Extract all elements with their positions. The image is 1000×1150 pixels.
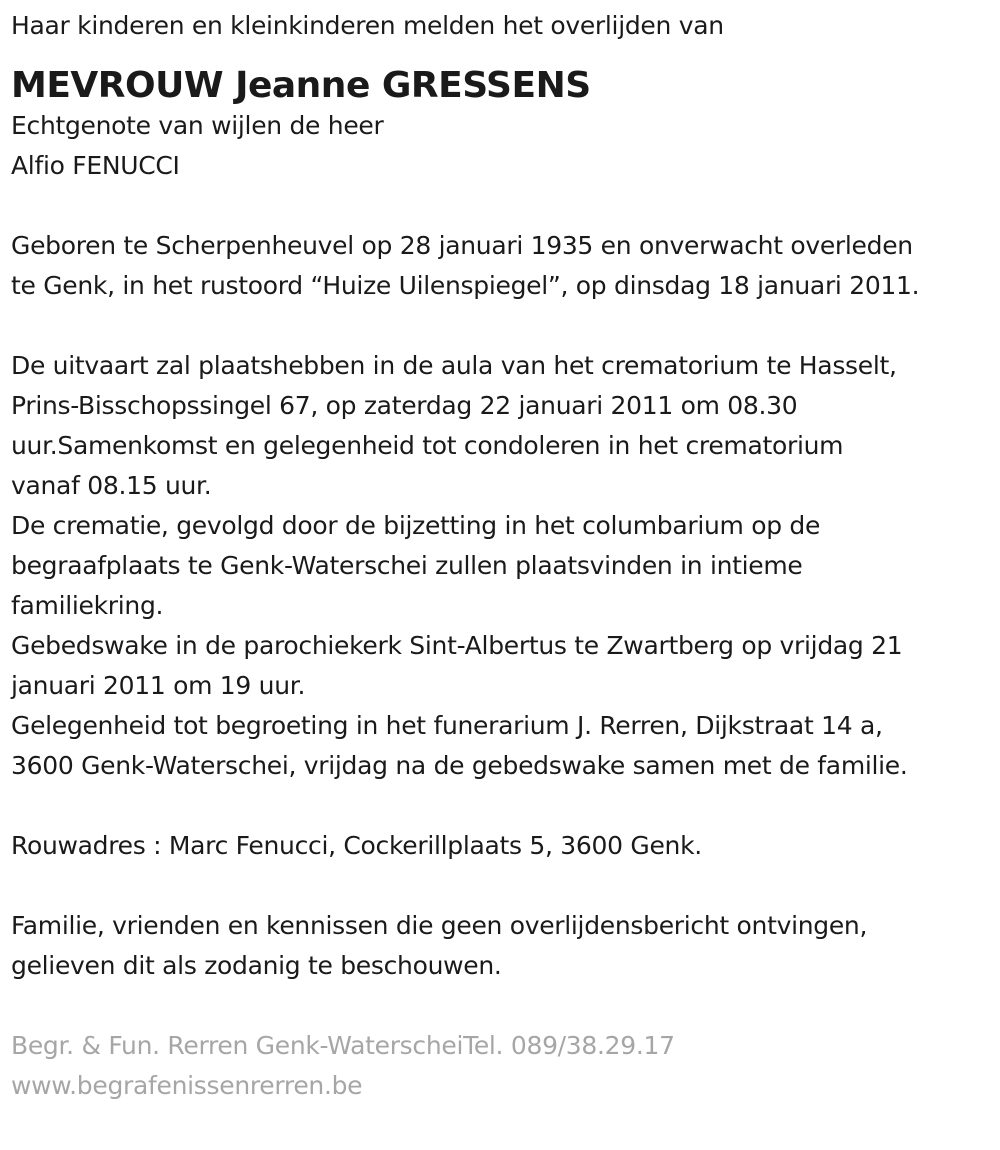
paragraph-line: Prins-Bisschopssingel 67, op zaterdag 22 januari 2011 om 08.30 [11, 391, 798, 420]
paragraph-line: gelieven dit als zodanig te beschouwen. [11, 951, 502, 980]
paragraph-line: Familie, vrienden en kennissen die geen overlijdensbericht ontvingen, [11, 911, 868, 940]
paragraph-line: Gebedswake in de parochiekerk Sint-Albertus te Zwartberg op vrijdag 21 [11, 631, 903, 660]
paragraph-line: uur.Samenkomst en gelegenheid tot condoleren in het crematorium [11, 431, 844, 460]
paragraph-line: De uitvaart zal plaatshebben in de aula van het crematorium te Hasselt, [11, 351, 897, 380]
undertaker-contact: Begr. & Fun. Rerren Genk-WaterscheiTel. 089/38.29.17 [11, 1031, 675, 1060]
paragraph-line: vanaf 08.15 uur. [11, 471, 212, 500]
spacer [11, 186, 996, 226]
intro-text: Haar kinderen en kleinkinderen melden het overlijden van [11, 11, 724, 40]
deceased-name: MEVROUW Jeanne GRESSENS [11, 65, 591, 106]
mourning-address: Rouwadres : Marc Fenucci, Cockerillplaats 5, 3600 Genk. [11, 831, 702, 860]
spouse-line-2: Alfio FENUCCI [11, 151, 180, 180]
death-notice [11, 6, 996, 1106]
paragraph-line: begraafplaats te Genk-Waterschei zullen plaatsvinden in intieme [11, 551, 803, 580]
undertaker-footer [11, 1026, 996, 1106]
paragraph-line: familiekring. [11, 591, 164, 620]
birth-death-paragraph [11, 226, 996, 306]
paragraph-line: te Genk, in het rustoord “Huize Uilenspiegel”, op dinsdag 18 januari 2011. [11, 271, 920, 300]
spacer [11, 306, 996, 346]
paragraph-line: 3600 Genk-Waterschei, vrijdag na de gebedswake samen met de familie. [11, 751, 908, 780]
paragraph-line: Geboren te Scherpenheuvel op 28 januari 1935 en onverwacht overleden [11, 231, 913, 260]
paragraph-line: januari 2011 om 19 uur. [11, 671, 306, 700]
spouse-line-1: Echtgenote van wijlen de heer [11, 111, 384, 140]
paragraph-line: De crematie, gevolgd door de bijzetting in het columbarium op de [11, 511, 821, 540]
spacer [11, 866, 996, 906]
spacer [11, 786, 996, 826]
spacer [11, 986, 996, 1026]
closing-paragraph [11, 906, 996, 986]
undertaker-website: www.begrafenissenrerren.be [11, 1071, 363, 1100]
paragraph-line: Gelegenheid tot begroeting in het funerarium J. Rerren, Dijkstraat 14 a, [11, 711, 883, 740]
funeral-paragraph [11, 346, 996, 786]
